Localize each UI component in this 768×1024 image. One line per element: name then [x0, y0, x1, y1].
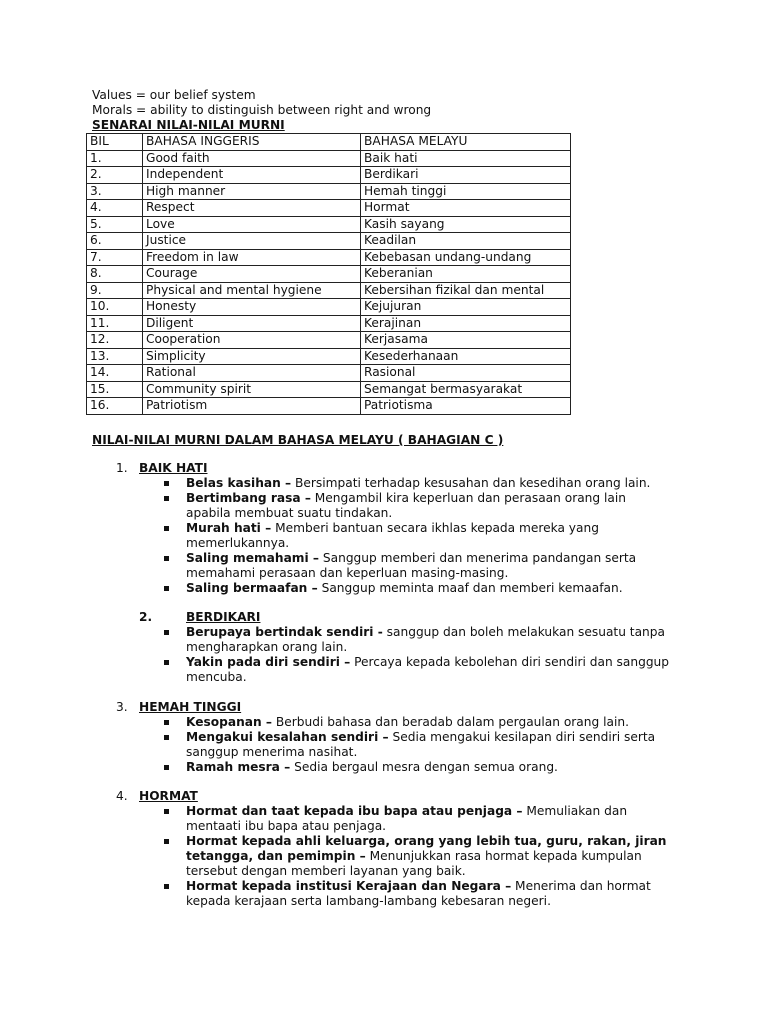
bullet-icon: [164, 735, 169, 740]
value-term: Hormat kepada institusi Kerajaan dan Negara –: [186, 879, 512, 893]
malay-value: Keberanian: [361, 266, 571, 283]
row-number: 2.: [87, 167, 143, 184]
bullet-icon: [164, 556, 169, 561]
table-row: [87, 299, 571, 316]
list-item: [186, 715, 629, 730]
english-value: High manner: [143, 183, 361, 200]
table-row: [87, 167, 571, 184]
english-value: Simplicity: [143, 348, 361, 365]
value-term: Ramah mesra –: [186, 760, 291, 774]
table-row: [87, 216, 571, 233]
list-item: [186, 625, 665, 640]
list-item: [186, 476, 650, 491]
value-term: Saling bermaafan –: [186, 581, 318, 595]
malay-value: Kesederhanaan: [361, 348, 571, 365]
list-item-continuation: [186, 849, 642, 864]
value-term: Belas kasihan –: [186, 476, 292, 490]
table-row: [87, 381, 571, 398]
value-term: Kesopanan –: [186, 715, 272, 729]
value-description: Bersimpati terhadap kesusahan dan kesedihan orang lain.: [291, 476, 651, 490]
bullet-icon: [164, 884, 169, 889]
english-value: Community spirit: [143, 381, 361, 398]
bullet-icon: [164, 720, 169, 725]
row-number: 16.: [87, 398, 143, 415]
english-value: Good faith: [143, 150, 361, 167]
malay-value: Keadilan: [361, 233, 571, 250]
value-description: mencuba.: [186, 670, 247, 684]
section-number: 3.: [116, 700, 128, 714]
malay-value: Kebersihan fizikal dan mental: [361, 282, 571, 299]
value-description: apabila membuat suatu tindakan.: [186, 506, 393, 520]
row-number: 11.: [87, 315, 143, 332]
values-definition: Values = our belief system: [92, 88, 256, 102]
morals-definition: Morals = ability to distinguish between right and wrong: [92, 103, 432, 117]
table-row: [87, 348, 571, 365]
list-item: [186, 655, 669, 670]
malay-value: Semangat bermasyarakat: [361, 381, 571, 398]
value-term: Berupaya bertindak sendiri -: [186, 625, 383, 639]
list-item: [186, 760, 558, 775]
value-description: Berbudi bahasa dan beradab dalam pergaulan orang lain.: [272, 715, 629, 729]
english-value: Patriotism: [143, 398, 361, 415]
value-description: memerlukannya.: [186, 536, 290, 550]
value-description: Percaya kepada kebolehan diri sendiri dan sanggup: [350, 655, 670, 669]
value-description: Sanggup meminta maaf dan memberi kemaafan.: [317, 581, 623, 595]
malay-value: Kerajinan: [361, 315, 571, 332]
section-number: 2.: [139, 610, 153, 624]
english-value: Cooperation: [143, 332, 361, 349]
table-row: [87, 233, 571, 250]
part-c-title: NILAI-NILAI MURNI DALAM BAHASA MELAYU ( BAHAGIAN C ): [92, 433, 504, 447]
bullet-icon: [164, 630, 169, 635]
english-value: Physical and mental hygiene: [143, 282, 361, 299]
malay-value: Hemah tinggi: [361, 183, 571, 200]
row-number: 8.: [87, 266, 143, 283]
english-value: Independent: [143, 167, 361, 184]
table-row: [87, 398, 571, 415]
malay-value: Baik hati: [361, 150, 571, 167]
value-description: Memberi bantuan secara ikhlas kepada mereka yang: [271, 521, 599, 535]
value-term: Mengakui kesalahan sendiri –: [186, 730, 389, 744]
english-value: Diligent: [143, 315, 361, 332]
english-value: Love: [143, 216, 361, 233]
bullet-icon: [164, 496, 169, 501]
section-title: HORMAT: [139, 789, 198, 803]
list-item: [186, 491, 626, 506]
table-row: [87, 249, 571, 266]
list-item: [186, 834, 666, 849]
malay-value: Kebebasan undang-undang: [361, 249, 571, 266]
column-header: BAHASA MELAYU: [361, 134, 571, 151]
row-number: 9.: [87, 282, 143, 299]
value-term: tetangga, dan pemimpin –: [186, 849, 366, 863]
value-description: Mengambil kira keperluan dan perasaan orang lain: [310, 491, 626, 505]
value-description: Menunjukkan rasa hormat kepada kumpulan: [365, 849, 642, 863]
table-row: [87, 332, 571, 349]
english-value: Respect: [143, 200, 361, 217]
table-row: [87, 266, 571, 283]
value-description: mengharapkan orang lain.: [186, 640, 348, 654]
table-row: [87, 315, 571, 332]
list-item: [186, 551, 636, 566]
list-item: [186, 730, 655, 745]
malay-value: Berdikari: [361, 167, 571, 184]
row-number: 15.: [87, 381, 143, 398]
row-number: 1.: [87, 150, 143, 167]
bullet-icon: [164, 765, 169, 770]
bullet-icon: [164, 839, 169, 844]
value-term: Yakin pada diri sendiri –: [186, 655, 351, 669]
bullet-icon: [164, 586, 169, 591]
english-value: Freedom in law: [143, 249, 361, 266]
english-value: Honesty: [143, 299, 361, 316]
row-number: 12.: [87, 332, 143, 349]
bullet-icon: [164, 526, 169, 531]
section-title: HEMAH TINGGI: [139, 700, 242, 714]
english-value: Justice: [143, 233, 361, 250]
row-number: 3.: [87, 183, 143, 200]
value-description: sanggup dan boleh melakukan sesuatu tanpa: [382, 625, 665, 639]
row-number: 6.: [87, 233, 143, 250]
table-row: [87, 183, 571, 200]
bullet-icon: [164, 809, 169, 814]
value-description: kepada kerajaan serta lambang-lambang kebesaran negeri.: [186, 894, 551, 908]
bullet-icon: [164, 660, 169, 665]
malay-value: Kejujuran: [361, 299, 571, 316]
malay-value: Patriotisma: [361, 398, 571, 415]
value-term: Murah hati –: [186, 521, 272, 535]
row-number: 13.: [87, 348, 143, 365]
values-table: [86, 133, 571, 415]
list-item: [186, 581, 623, 596]
list-item: [186, 879, 651, 894]
table-row: [87, 200, 571, 217]
section-title: BAIK HATI: [139, 461, 208, 475]
english-value: Rational: [143, 365, 361, 382]
row-number: 14.: [87, 365, 143, 382]
table-row: [87, 150, 571, 167]
value-term: Hormat kepada ahli keluarga, orang yang lebih tua, guru, rakan, jiran: [186, 834, 667, 848]
list-item: [186, 804, 627, 819]
value-description: mentaati ibu bapa atau penjaga.: [186, 819, 387, 833]
table-header-row: [87, 134, 571, 151]
row-number: 5.: [87, 216, 143, 233]
section-number: 1.: [116, 461, 128, 475]
section-title: BERDIKARI: [186, 610, 261, 624]
value-description: Memuliakan dan: [522, 804, 628, 818]
value-term: Bertimbang rasa –: [186, 491, 311, 505]
english-value: Courage: [143, 266, 361, 283]
table-row: [87, 365, 571, 382]
value-description: Sedia mengakui kesilapan diri sendiri serta: [388, 730, 656, 744]
column-header: BAHASA INGGERIS: [143, 134, 361, 151]
list-item: [186, 521, 599, 536]
section-number: 4.: [116, 789, 128, 803]
value-description: Sanggup memberi dan menerima pandangan serta: [319, 551, 637, 565]
table-row: [87, 282, 571, 299]
row-number: 4.: [87, 200, 143, 217]
malay-value: Kerjasama: [361, 332, 571, 349]
value-description: Menerima dan hormat: [511, 879, 651, 893]
value-description: memahami perasaan dan keperluan masing-masing.: [186, 566, 509, 580]
column-header: BIL: [87, 134, 143, 151]
value-term: Saling memahami –: [186, 551, 320, 565]
malay-value: Rasional: [361, 365, 571, 382]
value-description: sanggup menerima nasihat.: [186, 745, 358, 759]
values-list-title: SENARAI NILAI-NILAI MURNI: [92, 118, 285, 132]
value-description: Sedia bergaul mesra dengan semua orang.: [290, 760, 558, 774]
malay-value: Kasih sayang: [361, 216, 571, 233]
bullet-icon: [164, 481, 169, 486]
value-term: Hormat dan taat kepada ibu bapa atau penjaga –: [186, 804, 523, 818]
row-number: 7.: [87, 249, 143, 266]
value-description: tersebut dengan memberi layanan yang baik.: [186, 864, 466, 878]
row-number: 10.: [87, 299, 143, 316]
malay-value: Hormat: [361, 200, 571, 217]
